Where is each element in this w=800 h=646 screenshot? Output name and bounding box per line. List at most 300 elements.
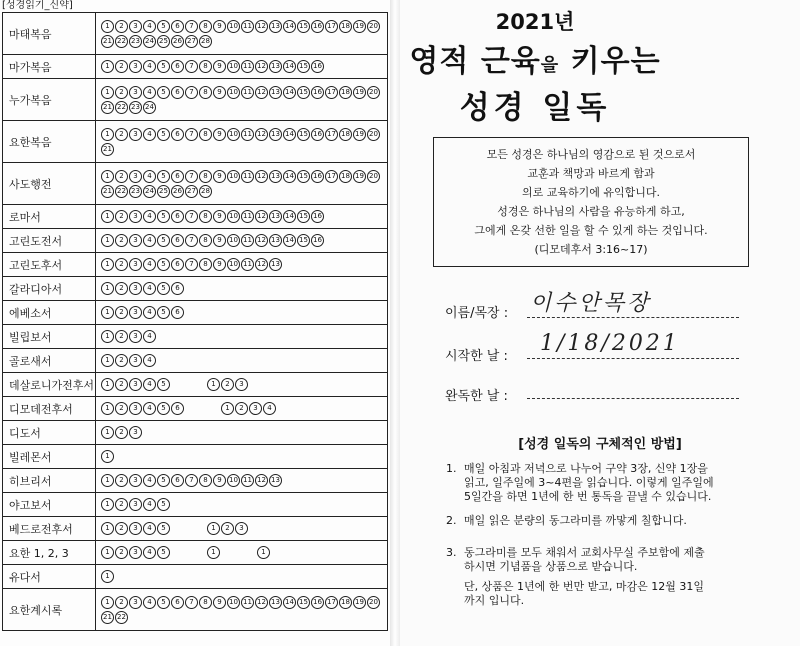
chapter-circle[interactable]: 6 bbox=[171, 474, 184, 487]
chapter-circle[interactable]: 7 bbox=[185, 170, 198, 183]
chapter-circle[interactable]: 12 bbox=[255, 170, 268, 183]
chapter-circle[interactable]: 6 bbox=[171, 210, 184, 223]
chapter-circle[interactable]: 25 bbox=[157, 185, 170, 198]
chapter-circle[interactable]: 16 bbox=[311, 234, 324, 247]
method-text-line: 동그라미를 모두 채워서 교회사무실 주보함에 제출 bbox=[464, 546, 705, 559]
chapter-circle[interactable]: 18 bbox=[339, 86, 352, 99]
chapter-circle[interactable]: 3 bbox=[129, 378, 142, 391]
chapter-circle[interactable]: 1 bbox=[101, 170, 114, 183]
chapter-circle[interactable]: 5 bbox=[157, 20, 170, 33]
chapter-circle[interactable]: 2 bbox=[221, 522, 234, 535]
chapter-circle[interactable]: 4 bbox=[143, 474, 156, 487]
chapter-circle[interactable]: 5 bbox=[157, 210, 170, 223]
chapter-circle[interactable]: 5 bbox=[157, 596, 170, 609]
chapter-circle[interactable]: 10 bbox=[227, 20, 240, 33]
chapter-circle[interactable]: 16 bbox=[311, 210, 324, 223]
chapter-circle[interactable]: 6 bbox=[171, 234, 184, 247]
chapter-circle[interactable]: 20 bbox=[367, 20, 380, 33]
chapter-circle[interactable]: 7 bbox=[185, 234, 198, 247]
book-row bbox=[3, 421, 388, 445]
chapter-circle[interactable]: 11 bbox=[241, 210, 254, 223]
chapter-circle[interactable]: 2 bbox=[235, 402, 248, 415]
chapter-circle[interactable]: 6 bbox=[171, 402, 184, 415]
chapter-circle[interactable]: 6 bbox=[171, 170, 184, 183]
chapter-circle[interactable]: 14 bbox=[283, 596, 296, 609]
chapter-circle[interactable]: 14 bbox=[283, 20, 296, 33]
chapter-circle[interactable]: 1 bbox=[257, 546, 270, 559]
chapter-circles bbox=[96, 493, 388, 517]
chapter-circle[interactable]: 1 bbox=[207, 522, 220, 535]
chapter-circle[interactable]: 4 bbox=[143, 330, 156, 343]
chapter-circle[interactable]: 16 bbox=[311, 20, 324, 33]
chapter-circle[interactable]: 2 bbox=[115, 306, 128, 319]
chapter-circle[interactable]: 15 bbox=[297, 128, 310, 141]
chapter-circle[interactable]: 8 bbox=[199, 258, 212, 271]
chapter-circle[interactable]: 19 bbox=[353, 170, 366, 183]
chapter-circle[interactable]: 4 bbox=[143, 234, 156, 247]
chapter-circle[interactable]: 15 bbox=[297, 86, 310, 99]
chapter-circle[interactable]: 21 bbox=[101, 611, 114, 624]
chapter-circle[interactable]: 11 bbox=[241, 170, 254, 183]
chapter-circle[interactable]: 24 bbox=[143, 35, 156, 48]
chapter-circle[interactable]: 15 bbox=[297, 170, 310, 183]
chapter-circle[interactable]: 2 bbox=[115, 128, 128, 141]
method-note-line: 단, 상품은 1년에 한 번만 받고, 마감은 12월 31일 bbox=[464, 580, 704, 593]
book-name: 디도서 bbox=[3, 421, 96, 445]
chapter-circle[interactable]: 1 bbox=[101, 546, 114, 559]
chapter-circle[interactable]: 5 bbox=[157, 522, 170, 535]
chapter-circle[interactable]: 2 bbox=[115, 378, 128, 391]
chapter-circle[interactable]: 11 bbox=[241, 474, 254, 487]
chapter-circle[interactable]: 12 bbox=[255, 210, 268, 223]
chapter-circle[interactable]: 7 bbox=[185, 86, 198, 99]
chapter-circle[interactable]: 7 bbox=[185, 474, 198, 487]
chapter-circle[interactable]: 9 bbox=[213, 474, 226, 487]
name-handwritten[interactable]: 이수안목장 bbox=[530, 291, 652, 316]
chapter-circle[interactable]: 9 bbox=[213, 20, 226, 33]
chapter-circle[interactable]: 8 bbox=[199, 128, 212, 141]
chapter-circle[interactable]: 1 bbox=[101, 86, 114, 99]
scripture-box bbox=[433, 137, 749, 267]
chapter-circle[interactable]: 14 bbox=[283, 210, 296, 223]
chapter-circle[interactable]: 3 bbox=[249, 402, 262, 415]
chapter-circle[interactable]: 1 bbox=[101, 330, 114, 343]
chapter-circle[interactable]: 10 bbox=[227, 210, 240, 223]
book-name: 마태복음 bbox=[3, 13, 96, 55]
chapter-circle[interactable]: 4 bbox=[143, 402, 156, 415]
start-date-handwritten[interactable]: 1/18/2021 bbox=[540, 331, 680, 356]
chapter-circle[interactable]: 2 bbox=[115, 210, 128, 223]
chapter-circle[interactable]: 19 bbox=[353, 596, 366, 609]
method-note-line: 까지 입니다. bbox=[464, 594, 525, 607]
chapter-circle[interactable]: 6 bbox=[171, 86, 184, 99]
chapter-circle[interactable]: 19 bbox=[353, 20, 366, 33]
chapter-circle[interactable]: 6 bbox=[171, 282, 184, 295]
chapter-circle[interactable]: 3 bbox=[129, 20, 142, 33]
chapter-circle[interactable]: 10 bbox=[227, 60, 240, 73]
book-name: 요한계시록 bbox=[3, 589, 96, 631]
method-text-line: 매일 읽은 분량의 동그라미를 까맣게 칠합니다. bbox=[464, 514, 687, 527]
chapter-circle[interactable]: 22 bbox=[115, 611, 128, 624]
chapter-circle[interactable]: 12 bbox=[255, 128, 268, 141]
chapter-circle[interactable]: 4 bbox=[143, 378, 156, 391]
book-name: 고린도전서 bbox=[3, 229, 96, 253]
chapter-circle[interactable]: 11 bbox=[241, 128, 254, 141]
chapter-circle[interactable]: 13 bbox=[269, 596, 282, 609]
chapter-circle[interactable]: 18 bbox=[339, 128, 352, 141]
chapter-circle[interactable]: 1 bbox=[101, 282, 114, 295]
chapter-circle[interactable]: 11 bbox=[241, 86, 254, 99]
chapter-circle[interactable]: 5 bbox=[157, 402, 170, 415]
chapter-circle[interactable]: 13 bbox=[269, 86, 282, 99]
chapter-circle[interactable]: 5 bbox=[157, 546, 170, 559]
chapter-circle[interactable]: 2 bbox=[115, 354, 128, 367]
chapter-circle[interactable]: 3 bbox=[129, 474, 142, 487]
chapter-circle[interactable]: 20 bbox=[367, 128, 380, 141]
chapter-circle[interactable]: 14 bbox=[283, 128, 296, 141]
chapter-circle[interactable]: 4 bbox=[143, 170, 156, 183]
chapter-circle[interactable]: 2 bbox=[115, 546, 128, 559]
chapter-circle[interactable]: 1 bbox=[101, 378, 114, 391]
book-name: 로마서 bbox=[3, 205, 96, 229]
chapter-circles bbox=[96, 163, 388, 205]
group-gap bbox=[170, 546, 206, 559]
chapter-circle[interactable]: 4 bbox=[143, 86, 156, 99]
chapter-circle[interactable]: 10 bbox=[227, 128, 240, 141]
chapter-circle[interactable]: 9 bbox=[213, 258, 226, 271]
chapter-circle[interactable]: 8 bbox=[199, 170, 212, 183]
main-title bbox=[400, 36, 670, 80]
chapter-circle[interactable]: 6 bbox=[171, 258, 184, 271]
chapter-circle[interactable]: 14 bbox=[283, 234, 296, 247]
chapter-circle[interactable]: 3 bbox=[129, 282, 142, 295]
chapter-circle[interactable]: 1 bbox=[101, 354, 114, 367]
chapter-circle[interactable]: 8 bbox=[199, 234, 212, 247]
book-row bbox=[3, 205, 388, 229]
chapter-circle[interactable]: 19 bbox=[353, 86, 366, 99]
chapter-circle[interactable]: 3 bbox=[129, 426, 142, 439]
chapter-circle[interactable]: 10 bbox=[227, 258, 240, 271]
chapter-circle[interactable]: 16 bbox=[311, 86, 324, 99]
chapter-circle[interactable]: 12 bbox=[255, 60, 268, 73]
chapter-circle[interactable]: 5 bbox=[157, 60, 170, 73]
chapter-circle[interactable]: 4 bbox=[143, 60, 156, 73]
chapter-circle[interactable]: 10 bbox=[227, 86, 240, 99]
chapter-circle[interactable]: 19 bbox=[353, 128, 366, 141]
chapter-circle[interactable]: 1 bbox=[101, 128, 114, 141]
chapter-circle[interactable]: 9 bbox=[213, 60, 226, 73]
chapter-circle[interactable]: 6 bbox=[171, 20, 184, 33]
chapter-circle[interactable]: 4 bbox=[143, 546, 156, 559]
chapter-circle[interactable]: 18 bbox=[339, 20, 352, 33]
book-row bbox=[3, 349, 388, 373]
chapter-circle[interactable]: 12 bbox=[255, 474, 268, 487]
chapter-circle[interactable]: 21 bbox=[101, 101, 114, 114]
chapter-circle[interactable]: 4 bbox=[143, 258, 156, 271]
chapter-circle[interactable]: 20 bbox=[367, 596, 380, 609]
chapter-circle[interactable]: 4 bbox=[143, 596, 156, 609]
chapter-circle[interactable]: 2 bbox=[115, 426, 128, 439]
chapter-circle[interactable]: 11 bbox=[241, 258, 254, 271]
chapter-circle[interactable]: 9 bbox=[213, 210, 226, 223]
chapter-circle[interactable]: 1 bbox=[101, 20, 114, 33]
chapter-circle[interactable]: 3 bbox=[129, 86, 142, 99]
method-text-line: 읽고, 일주일에 3~4편을 읽습니다. 이렇게 일주일에 bbox=[464, 476, 714, 489]
chapter-circle[interactable]: 4 bbox=[143, 498, 156, 511]
method-text-line: 5일간을 하면 1년에 한 번 통독을 끝낼 수 있습니다. bbox=[464, 490, 712, 503]
chapter-circle[interactable]: 3 bbox=[129, 306, 142, 319]
chapter-circle[interactable]: 17 bbox=[325, 86, 338, 99]
chapter-circle[interactable]: 8 bbox=[199, 20, 212, 33]
chapter-circle[interactable]: 3 bbox=[129, 210, 142, 223]
end-date-label: 완독한 날 : bbox=[445, 389, 508, 404]
chapter-circle[interactable]: 13 bbox=[269, 474, 282, 487]
chapter-circle[interactable]: 12 bbox=[255, 258, 268, 271]
chapter-circle[interactable]: 27 bbox=[185, 185, 198, 198]
chapter-circle[interactable]: 8 bbox=[199, 60, 212, 73]
chapter-circle[interactable]: 4 bbox=[143, 20, 156, 33]
chapter-circle[interactable]: 5 bbox=[157, 234, 170, 247]
chapter-circle[interactable]: 3 bbox=[129, 60, 142, 73]
chapter-circle[interactable]: 16 bbox=[311, 128, 324, 141]
chapter-circle[interactable]: 21 bbox=[101, 35, 114, 48]
chapter-circle[interactable]: 2 bbox=[115, 330, 128, 343]
chapter-circle[interactable]: 1 bbox=[101, 596, 114, 609]
chapter-circle[interactable]: 24 bbox=[143, 101, 156, 114]
chapter-circle[interactable]: 4 bbox=[143, 128, 156, 141]
chapter-circles bbox=[96, 565, 388, 589]
chapter-circle[interactable]: 13 bbox=[269, 60, 282, 73]
chapter-circle[interactable]: 3 bbox=[129, 354, 142, 367]
chapter-circle[interactable]: 2 bbox=[115, 522, 128, 535]
chapter-circle[interactable]: 27 bbox=[185, 35, 198, 48]
chapter-circle[interactable]: 1 bbox=[101, 402, 114, 415]
chapter-circle[interactable]: 2 bbox=[115, 86, 128, 99]
chapter-circle[interactable]: 2 bbox=[115, 234, 128, 247]
chapter-circle[interactable]: 2 bbox=[115, 474, 128, 487]
chapter-circle[interactable]: 9 bbox=[213, 170, 226, 183]
chapter-circle[interactable]: 5 bbox=[157, 474, 170, 487]
chapter-circle[interactable]: 6 bbox=[171, 128, 184, 141]
book-name: 베드로전후서 bbox=[3, 517, 96, 541]
chapter-circle[interactable]: 13 bbox=[269, 258, 282, 271]
chapter-circle[interactable]: 15 bbox=[297, 596, 310, 609]
chapter-circle[interactable]: 6 bbox=[171, 596, 184, 609]
chapter-circle[interactable]: 26 bbox=[171, 185, 184, 198]
chapter-circle[interactable]: 23 bbox=[129, 185, 142, 198]
chapter-circle[interactable]: 5 bbox=[157, 170, 170, 183]
chapter-circle[interactable]: 10 bbox=[227, 474, 240, 487]
chapter-circle[interactable]: 12 bbox=[255, 596, 268, 609]
chapter-circle[interactable]: 16 bbox=[311, 170, 324, 183]
chapter-circles bbox=[96, 229, 388, 253]
chapter-circle[interactable]: 1 bbox=[101, 210, 114, 223]
chapter-circle[interactable]: 1 bbox=[101, 60, 114, 73]
book-row bbox=[3, 589, 388, 631]
chapter-circle[interactable]: 26 bbox=[171, 35, 184, 48]
chapter-circle[interactable]: 20 bbox=[367, 170, 380, 183]
chapter-circle[interactable]: 21 bbox=[101, 185, 114, 198]
chapter-circle[interactable]: 5 bbox=[157, 86, 170, 99]
chapter-circle[interactable]: 11 bbox=[241, 20, 254, 33]
chapter-circle[interactable]: 5 bbox=[157, 258, 170, 271]
title-part-b: 을 bbox=[540, 55, 560, 76]
chapter-circle[interactable]: 3 bbox=[129, 498, 142, 511]
chapter-circle[interactable]: 16 bbox=[311, 60, 324, 73]
chapter-circle[interactable]: 14 bbox=[283, 86, 296, 99]
chapter-circle[interactable]: 1 bbox=[101, 570, 114, 583]
chapter-circle[interactable]: 4 bbox=[143, 282, 156, 295]
chapter-circle[interactable]: 9 bbox=[213, 86, 226, 99]
chapter-circle[interactable]: 3 bbox=[129, 170, 142, 183]
chapter-circle[interactable]: 2 bbox=[115, 596, 128, 609]
book-name: 유다서 bbox=[3, 565, 96, 589]
book-row bbox=[3, 55, 388, 79]
chapter-circle[interactable]: 7 bbox=[185, 210, 198, 223]
chapter-circle[interactable]: 21 bbox=[101, 143, 114, 156]
method-text-line: 매일 아침과 저녁으로 나누어 구약 3장, 신약 1장을 bbox=[464, 462, 708, 475]
chapter-circle[interactable]: 7 bbox=[185, 20, 198, 33]
chapter-circle[interactable]: 3 bbox=[129, 234, 142, 247]
chapter-circle[interactable]: 13 bbox=[269, 20, 282, 33]
chapter-circle[interactable]: 4 bbox=[263, 402, 276, 415]
chapter-circle[interactable]: 5 bbox=[157, 498, 170, 511]
book-name: 빌립보서 bbox=[3, 325, 96, 349]
chapter-circle[interactable]: 1 bbox=[101, 426, 114, 439]
chapter-circle[interactable]: 4 bbox=[143, 306, 156, 319]
chapter-circle[interactable]: 11 bbox=[241, 596, 254, 609]
group-gap bbox=[170, 378, 206, 391]
chapter-circle[interactable]: 13 bbox=[269, 170, 282, 183]
chapter-circle[interactable]: 7 bbox=[185, 60, 198, 73]
chapter-circle[interactable]: 7 bbox=[185, 128, 198, 141]
chapter-circle[interactable]: 18 bbox=[339, 170, 352, 183]
chapter-circle[interactable]: 20 bbox=[367, 86, 380, 99]
chapter-circle[interactable]: 16 bbox=[311, 596, 324, 609]
chapter-circle[interactable]: 10 bbox=[227, 596, 240, 609]
chapter-circle[interactable]: 8 bbox=[199, 596, 212, 609]
chapter-circle[interactable]: 12 bbox=[255, 86, 268, 99]
chapter-circle[interactable]: 13 bbox=[269, 128, 282, 141]
chapter-circle[interactable]: 5 bbox=[157, 306, 170, 319]
chapter-circle[interactable]: 2 bbox=[115, 402, 128, 415]
chapter-circle[interactable]: 1 bbox=[101, 498, 114, 511]
chapter-circle[interactable]: 10 bbox=[227, 234, 240, 247]
chapter-circle[interactable]: 1 bbox=[101, 258, 114, 271]
chapter-circle[interactable]: 8 bbox=[199, 86, 212, 99]
chapter-circle[interactable]: 1 bbox=[207, 546, 220, 559]
chapter-circle[interactable]: 1 bbox=[101, 522, 114, 535]
chapter-circle[interactable]: 17 bbox=[325, 128, 338, 141]
chapter-circle[interactable]: 28 bbox=[199, 185, 212, 198]
chapter-circle[interactable]: 3 bbox=[129, 128, 142, 141]
book-row bbox=[3, 565, 388, 589]
chapter-circle[interactable]: 15 bbox=[297, 20, 310, 33]
chapter-circle[interactable]: 18 bbox=[339, 596, 352, 609]
chapter-circle[interactable]: 3 bbox=[129, 596, 142, 609]
chapter-circle[interactable]: 2 bbox=[115, 258, 128, 271]
chapter-circle[interactable]: 1 bbox=[101, 306, 114, 319]
chapter-circle[interactable]: 11 bbox=[241, 60, 254, 73]
chapter-circle[interactable]: 4 bbox=[143, 354, 156, 367]
chapter-circle[interactable]: 9 bbox=[213, 596, 226, 609]
chapter-circle[interactable]: 22 bbox=[115, 185, 128, 198]
chapter-circle[interactable]: 3 bbox=[129, 546, 142, 559]
chapter-circle[interactable]: 22 bbox=[115, 101, 128, 114]
chapter-circle[interactable]: 22 bbox=[115, 35, 128, 48]
chapter-circle[interactable]: 14 bbox=[283, 170, 296, 183]
chapter-circle[interactable]: 25 bbox=[157, 35, 170, 48]
chapter-circle[interactable]: 15 bbox=[297, 60, 310, 73]
chapter-circle[interactable]: 3 bbox=[129, 402, 142, 415]
chapter-circle[interactable]: 14 bbox=[283, 60, 296, 73]
chapter-circle[interactable]: 1 bbox=[221, 402, 234, 415]
chapter-circle[interactable]: 1 bbox=[101, 450, 114, 463]
chapter-circle[interactable]: 23 bbox=[129, 101, 142, 114]
chapter-circles bbox=[96, 589, 388, 631]
verse-line: 교훈과 책망과 바르게 함과 bbox=[527, 167, 655, 180]
chapter-circle[interactable]: 10 bbox=[227, 170, 240, 183]
group-gap bbox=[184, 402, 220, 415]
book-row bbox=[3, 469, 388, 493]
chapter-circle[interactable]: 6 bbox=[171, 306, 184, 319]
chapter-circle[interactable]: 6 bbox=[171, 60, 184, 73]
chapter-circle[interactable]: 7 bbox=[185, 258, 198, 271]
chapter-circle[interactable]: 1 bbox=[207, 378, 220, 391]
chapter-circle[interactable]: 7 bbox=[185, 596, 198, 609]
chapter-circle[interactable]: 3 bbox=[235, 522, 248, 535]
chapter-circle[interactable]: 12 bbox=[255, 20, 268, 33]
chapter-circle[interactable]: 15 bbox=[297, 210, 310, 223]
methods-title: [성경 일독의 구체적인 방법] bbox=[518, 437, 682, 452]
chapter-circle[interactable]: 2 bbox=[115, 20, 128, 33]
chapter-circle[interactable]: 1 bbox=[101, 234, 114, 247]
chapter-circle[interactable]: 9 bbox=[213, 128, 226, 141]
chapter-circle[interactable]: 4 bbox=[143, 210, 156, 223]
chapter-circle[interactable]: 17 bbox=[325, 170, 338, 183]
chapter-circle[interactable]: 2 bbox=[115, 498, 128, 511]
chapter-circle[interactable]: 8 bbox=[199, 474, 212, 487]
chapter-circle[interactable]: 5 bbox=[157, 282, 170, 295]
chapter-circle[interactable]: 1 bbox=[101, 474, 114, 487]
chapter-circle[interactable]: 17 bbox=[325, 20, 338, 33]
chapter-circle[interactable]: 2 bbox=[115, 170, 128, 183]
chapter-circle[interactable]: 3 bbox=[235, 378, 248, 391]
chapter-circle[interactable]: 24 bbox=[143, 185, 156, 198]
chapter-circle[interactable]: 13 bbox=[269, 210, 282, 223]
chapter-circle[interactable]: 5 bbox=[157, 378, 170, 391]
chapter-circle[interactable]: 3 bbox=[129, 330, 142, 343]
chapter-circle[interactable]: 17 bbox=[325, 596, 338, 609]
chapter-circle[interactable]: 3 bbox=[129, 258, 142, 271]
chapter-circle[interactable]: 2 bbox=[221, 378, 234, 391]
chapter-circle[interactable]: 15 bbox=[297, 234, 310, 247]
chapter-circle[interactable]: 11 bbox=[241, 234, 254, 247]
chapter-circle[interactable]: 2 bbox=[115, 282, 128, 295]
chapter-circle[interactable]: 2 bbox=[115, 60, 128, 73]
chapter-circle[interactable]: 5 bbox=[157, 128, 170, 141]
chapter-circle[interactable]: 12 bbox=[255, 234, 268, 247]
chapter-circle[interactable]: 8 bbox=[199, 210, 212, 223]
chapter-circle[interactable]: 28 bbox=[199, 35, 212, 48]
chapter-circle[interactable]: 9 bbox=[213, 234, 226, 247]
chapter-circle[interactable]: 4 bbox=[143, 522, 156, 535]
chapter-circle[interactable]: 23 bbox=[129, 35, 142, 48]
method-text-line: 하시면 기념품을 상품으로 받습니다. bbox=[464, 560, 638, 573]
end-date-line[interactable] bbox=[527, 398, 739, 399]
chapter-circle[interactable]: 13 bbox=[269, 234, 282, 247]
chapter-circle[interactable]: 3 bbox=[129, 522, 142, 535]
